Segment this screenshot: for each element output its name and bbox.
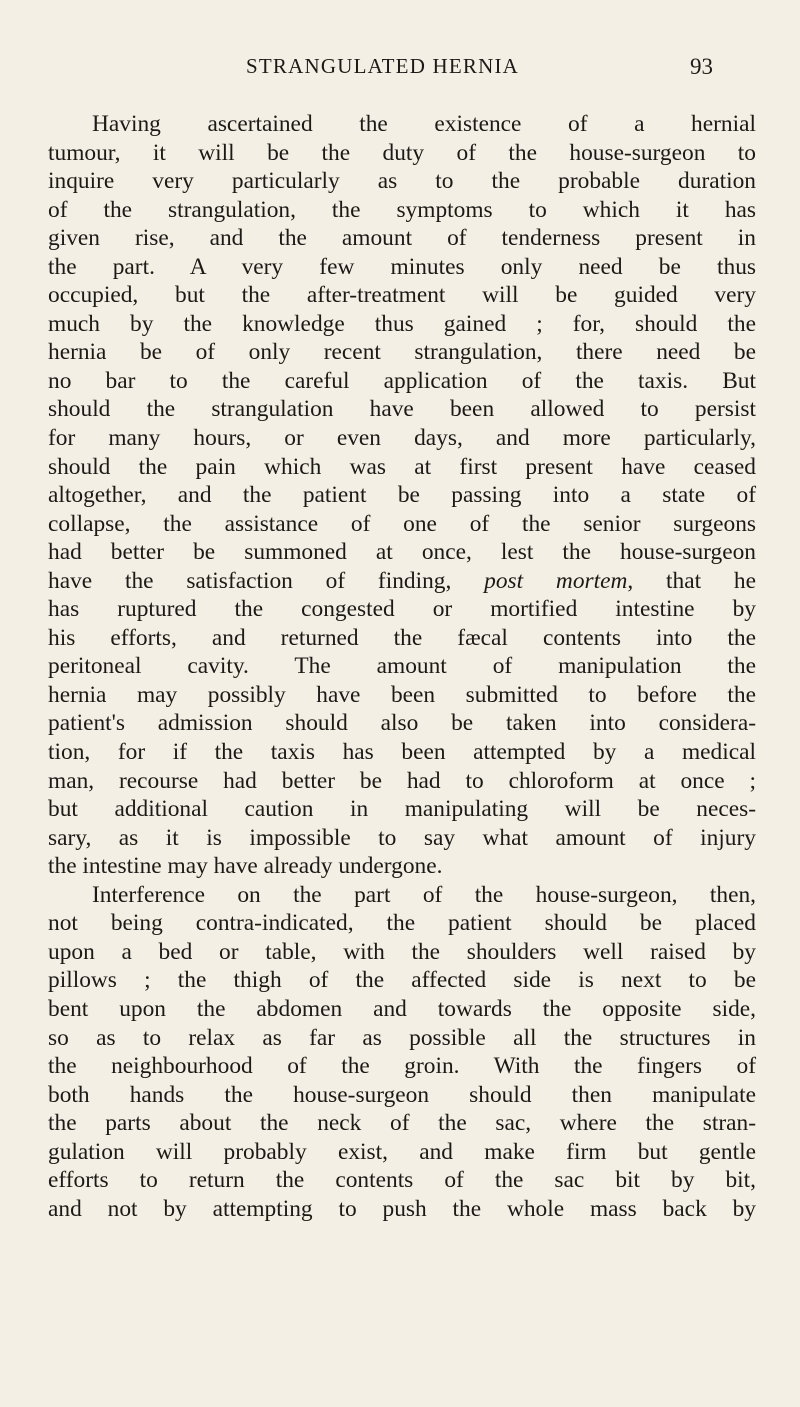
text-line: much by the knowledge thus gained ; for, should the [48, 310, 756, 337]
text-line: Interference on the part of the house-surgeon, then, [92, 881, 756, 908]
text-line: both hands the house-surgeon should then manipulate [48, 1081, 756, 1108]
text-line: of the strangulation, the symptoms to which it has [48, 196, 756, 223]
running-head [0, 54, 800, 84]
text-line: the parts about the neck of the sac, where the stran- [48, 1110, 756, 1137]
text-line: and not by attempting to push the whole mass back by [48, 1195, 756, 1222]
text-line: occupied, but the after-treatment will be guided very [48, 282, 756, 309]
text-line: hernia be of only recent strangulation, there need be [48, 339, 756, 366]
text-line: patient's admission should also be taken into considera- [48, 710, 756, 737]
text-line: so as to relax as far as possible all the structures in [48, 1024, 756, 1051]
text-line: efforts to return the contents of the sac bit by bit, [48, 1167, 756, 1194]
text-line: inquire very particularly as to the probable duration [48, 168, 756, 195]
page-number: 93 [690, 54, 713, 79]
text-line: had better be summoned at once, lest the house-surgeon [48, 539, 756, 566]
text-line: given rise, and the amount of tenderness present in [48, 225, 756, 252]
running-title: STRANGULATED HERNIA [246, 54, 520, 78]
text-line: upon a bed or table, with the shoulders well raised by [48, 938, 756, 965]
text-line: no bar to the careful application of the taxis. But [48, 367, 756, 394]
text-line: gulation will probably exist, and make firm but gentle [48, 1138, 756, 1165]
text-line: Having ascertained the existence of a hernial [92, 111, 756, 137]
text-line: should the pain which was at first present have ceased [48, 453, 756, 480]
text-line: should the strangulation have been allowed to persist [48, 396, 756, 423]
text-line: man, recourse had better be had to chloroform at once ; [48, 767, 756, 794]
text-line: the intestine may have already undergone. [48, 853, 443, 880]
text-line: peritoneal cavity. The amount of manipulation the [48, 653, 756, 680]
text-line: bent upon the abdomen and towards the opposite side, [48, 995, 756, 1022]
text-line: has ruptured the congested or mortified intestine by [48, 596, 756, 623]
text-line: collapse, the assistance of one of the senior surgeons [48, 510, 756, 537]
text-line: tumour, it will be the duty of the house-surgeon to [48, 139, 756, 166]
text-line: but additional caution in manipulating will be neces- [48, 796, 756, 823]
text-line: his efforts, and returned the fæcal contents into the [48, 624, 756, 651]
text-line: altogether, and the patient be passing into a state of [48, 482, 756, 509]
text-line: tion, for if the taxis has been attempted by a medical [48, 739, 756, 766]
text-line: not being contra-indicated, the patient should be placed [48, 910, 756, 937]
italic-phrase: post mortem [484, 567, 628, 594]
text-run: , that he [627, 567, 756, 594]
text-run: have the satisfaction of finding, [48, 567, 485, 594]
body-text [48, 110, 756, 1223]
text-line: the part. A very few minutes only need be thus [48, 253, 756, 280]
text-line: the neighbourhood of the groin. With the fingers of [48, 1053, 756, 1080]
text-line: for many hours, or even days, and more particularly, [48, 425, 756, 452]
text-line: hernia may possibly have been submitted to before the [48, 681, 756, 708]
text-line-with-italic [48, 567, 756, 596]
text-line: sary, as it is impossible to say what amount of injury [48, 824, 756, 851]
text-line: pillows ; the thigh of the affected side is next to be [48, 967, 756, 994]
